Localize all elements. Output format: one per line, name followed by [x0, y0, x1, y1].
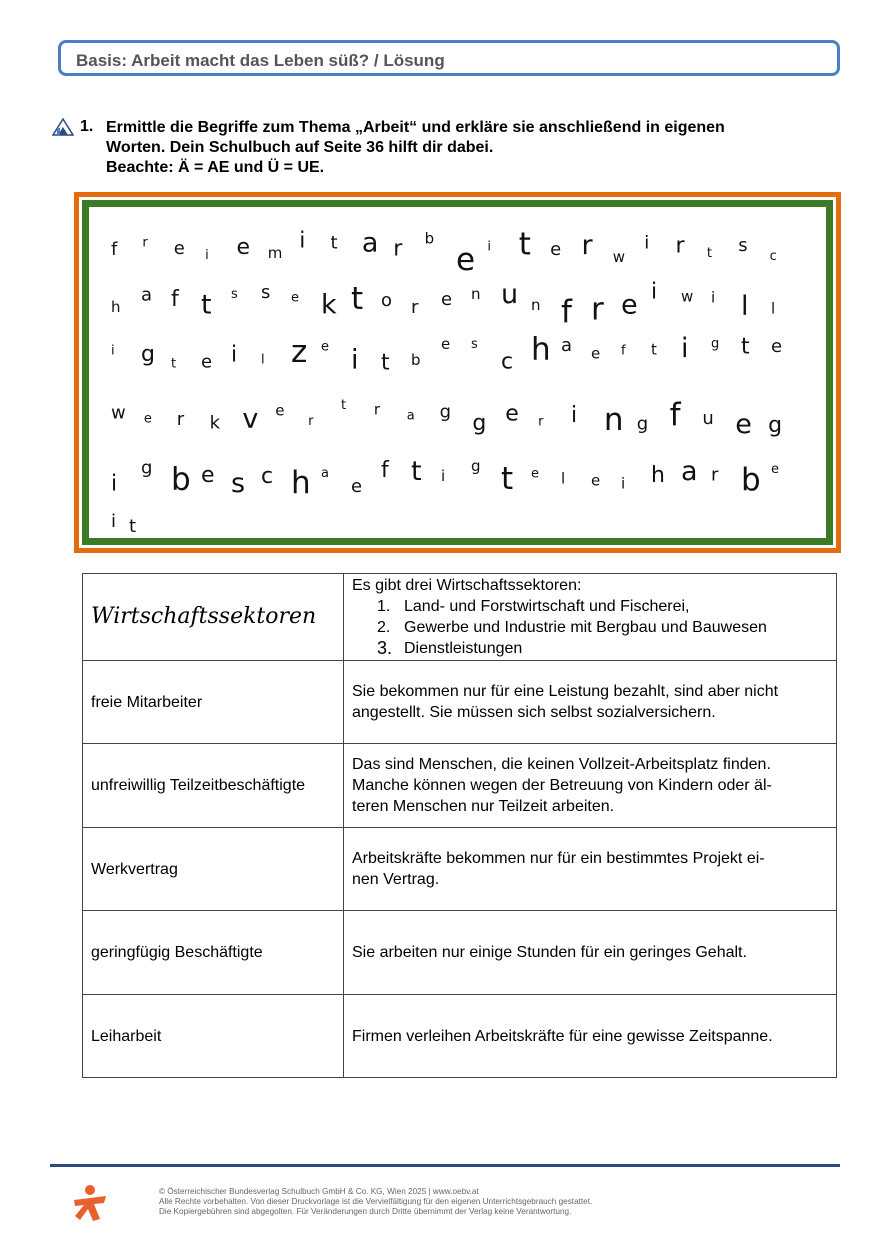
puzzle-letter: e [321, 339, 329, 355]
word-puzzle-frame [74, 192, 841, 553]
puzzle-letter: i [487, 239, 492, 255]
puzzle-letter: n [531, 295, 541, 314]
puzzle-letter: t [129, 516, 137, 538]
definition-cell: Arbeitskräfte bekommen nur für ein bestimmtes Projekt ei- nen Vertrag. [344, 828, 837, 911]
oebv-logo [70, 1183, 110, 1223]
puzzle-letter: r [142, 235, 148, 251]
puzzle-letter: i [621, 474, 626, 493]
definition-intro: Es gibt drei Wirtschaftssektoren: [352, 577, 582, 594]
puzzle-letter: r [176, 408, 185, 430]
puzzle-letter: t [171, 356, 177, 372]
puzzle-letter: e [351, 475, 363, 497]
puzzle-letter: g [636, 413, 649, 435]
puzzle-letter: r [538, 414, 544, 430]
puzzle-letter: f [561, 293, 572, 330]
puzzle-letter: b [411, 351, 421, 370]
puzzle-letter: n [471, 285, 481, 304]
term-cell: unfreiwillig Teilzeitbeschäftigte [83, 744, 344, 828]
puzzle-letter: b [424, 229, 435, 248]
puzzle-letter: r [581, 230, 593, 262]
puzzle-letter: i [571, 403, 578, 428]
puzzle-letter: z [291, 333, 308, 370]
puzzle-letter: k [321, 289, 337, 321]
puzzle-letter: w [612, 248, 626, 267]
puzzle-letter: i [711, 288, 716, 307]
puzzle-letter: e [143, 411, 152, 427]
puzzle-letter: u [501, 279, 519, 311]
puzzle-letter: g [141, 457, 153, 479]
puzzle-letter: e [505, 401, 519, 427]
definition-cell: Firmen verleihen Arbeitskräfte für eine gewisse Zeitspanne. [344, 995, 837, 1078]
puzzle-letter: t [741, 334, 750, 360]
puzzle-letter: r [308, 414, 314, 430]
puzzle-letter: a [681, 456, 698, 488]
puzzle-letter: i [644, 232, 650, 254]
puzzle-letter: e [591, 471, 601, 490]
puzzle-letter: c [261, 463, 274, 489]
puzzle-letter: v [242, 403, 259, 435]
puzzle-letter: w [681, 287, 694, 306]
puzzle-letter: g [439, 401, 452, 423]
puzzle-letter: b [171, 461, 191, 498]
puzzle-letter: e [441, 288, 453, 310]
puzzle-letter: a [141, 284, 153, 306]
puzzle-letter: w [111, 402, 126, 424]
table-row [83, 828, 837, 911]
puzzle-letter: f [621, 343, 626, 359]
puzzle-letter: i [111, 343, 115, 359]
puzzle-letter: t [341, 397, 347, 413]
puzzle-letter: s [261, 281, 271, 303]
page-title: Basis: Arbeit macht das Leben süß? / Lösung [76, 51, 445, 70]
puzzle-letter: b [741, 461, 761, 498]
puzzle-letter: i [441, 467, 446, 486]
puzzle-letter: t [330, 232, 338, 254]
list-item: 3. Dienstleistungen [377, 638, 523, 658]
puzzle-letter: e [441, 335, 451, 354]
term-cell: Werkvertrag [83, 828, 344, 911]
puzzle-letter: t [651, 340, 657, 359]
puzzle-letter: e [291, 290, 299, 306]
puzzle-letter: r [711, 464, 719, 486]
puzzle-letter: i [111, 471, 118, 497]
puzzle-letter: e [735, 408, 752, 440]
puzzle-letter: i [651, 279, 658, 305]
table-row [83, 744, 837, 828]
header-box [58, 40, 840, 76]
definition-cell: Sie arbeiten nur einige Stunden für ein geringes Gehalt. [344, 911, 837, 995]
puzzle-letter: t [201, 289, 212, 321]
puzzle-letter: f [171, 287, 179, 312]
puzzle-letter: c [769, 249, 777, 264]
puzzle-letter: e [771, 461, 779, 477]
puzzle-letter: e [456, 241, 476, 278]
puzzle-letter: t [501, 460, 514, 497]
triangle-level-icon [52, 118, 74, 136]
puzzle-letter: h [651, 462, 665, 488]
puzzle-letter: k [209, 412, 221, 434]
table-row [83, 574, 837, 661]
puzzle-letter: t [351, 281, 364, 317]
list-item: 1. Land- und Forstwirtschaft und Fischerei, [377, 598, 690, 615]
term-cell: Leiharbeit [83, 995, 344, 1078]
puzzle-letter: f [381, 458, 389, 484]
puzzle-letter: i [231, 342, 238, 368]
puzzle-letter: g [711, 336, 720, 352]
puzzle-letter: a [406, 408, 415, 424]
definition-cell: Das sind Menschen, die keinen Vollzeit-Arbeitsplatz finden. Manche können wegen der Betreuung von Kindern oder äl- teren Menschen nur Teilzeit arbeiten. [344, 744, 837, 828]
list-item: 2. Gewerbe und Industrie mit Bergbau und Bauwesen [377, 619, 767, 636]
puzzle-letter: h [531, 331, 551, 368]
puzzle-letter: e [275, 401, 285, 420]
puzzle-letter: e [621, 289, 638, 321]
puzzle-letter: r [373, 400, 381, 419]
puzzle-letter: e [236, 235, 251, 261]
puzzle-letter: i [681, 333, 689, 365]
puzzle-letter: i [299, 228, 306, 254]
puzzle-letter: s [231, 287, 238, 302]
puzzle-letter: o [381, 289, 393, 311]
task-instruction [106, 118, 826, 178]
puzzle-letter: s [738, 235, 748, 256]
puzzle-letter: l [741, 291, 749, 323]
puzzle-letter: f [111, 239, 118, 261]
puzzle-letter: a [561, 335, 573, 356]
puzzle-letter: l [771, 299, 776, 318]
puzzle-letter: u [702, 408, 714, 430]
puzzle-letter: r [411, 296, 419, 318]
puzzle-letter: g [768, 412, 783, 438]
puzzle-letter: t [706, 246, 713, 261]
word-puzzle [89, 207, 832, 544]
puzzle-letter: e [591, 344, 601, 363]
word-puzzle-inner-frame [82, 200, 833, 545]
puzzle-letter: h [291, 464, 311, 501]
puzzle-letter: t [411, 455, 422, 487]
puzzle-letter: a [321, 465, 329, 481]
puzzle-letter: m [267, 244, 283, 263]
puzzle-letter: n [603, 402, 624, 439]
definition-cell: Sie bekommen nur für eine Leistung bezahlt, sind aber nicht angestellt. Sie müssen sich selbst sozialversichern. [344, 661, 837, 744]
puzzle-letter: r [393, 236, 403, 262]
task-line-1: Ermittle die Begriffe zum Thema „Arbeit“ und erkläre sie anschließend in eigenen [106, 119, 725, 136]
puzzle-letter: g [471, 456, 481, 475]
puzzle-letter: e [531, 466, 539, 482]
table-row [83, 911, 837, 995]
puzzle-letter: s [471, 336, 478, 352]
puzzle-letter: g [472, 411, 487, 437]
puzzle-letter: r [591, 291, 604, 328]
definition-cell [344, 574, 837, 661]
puzzle-letter: t [381, 350, 390, 376]
puzzle-letter: i [205, 248, 209, 264]
puzzle-letter: l [561, 469, 566, 488]
puzzle-letter: a [361, 227, 379, 259]
task-number: 1. [80, 118, 94, 135]
puzzle-letter: l [261, 352, 265, 368]
puzzle-letter: s [231, 468, 246, 500]
puzzle-letter: e [771, 336, 783, 358]
puzzle-letter: e [550, 239, 562, 260]
puzzle-letter: r [675, 233, 685, 259]
task-line-2: Worten. Dein Schulbuch auf Seite 36 hilft dir dabei. [106, 139, 494, 156]
term-handwritten: Wirtschaftssektoren [91, 603, 317, 629]
puzzle-letter: e [201, 462, 215, 488]
puzzle-letter: t [518, 226, 531, 263]
table-row [83, 661, 837, 744]
puzzle-letter: h [111, 298, 121, 317]
sector-list [352, 596, 828, 659]
footer-divider [50, 1164, 840, 1167]
puzzle-letter: i [351, 344, 359, 376]
puzzle-letter: e [201, 351, 213, 373]
footer-copyright: © Österreichischer Bundesverlag Schulbuch GmbH & Co. KG, Wien 2025 | www.oebv.at Alle Rechte vorbehalten. Von dieser Druckvorlage ist die Vervielfältigung für den eigenen Unterrichtsgebrauch gestattet. Die Kopiergebühren sind abgegolten. Für Veränderungen durch Dritte übernimmt der Verlag keine Verantwortung. [159, 1187, 593, 1216]
term-cell: geringfügig Beschäftigte [83, 911, 344, 995]
puzzle-letter: g [141, 341, 155, 367]
puzzle-letter: i [111, 511, 117, 532]
term-cell: freie Mitarbeiter [83, 661, 344, 744]
answer-table [82, 573, 837, 1078]
puzzle-letter: c [501, 349, 514, 375]
puzzle-letter: e [173, 238, 185, 260]
task-line-3: Beachte: Ä = AE und Ü = UE. [106, 159, 325, 176]
term-cell [83, 574, 344, 661]
table-row [83, 995, 837, 1078]
puzzle-letter: f [669, 396, 681, 433]
